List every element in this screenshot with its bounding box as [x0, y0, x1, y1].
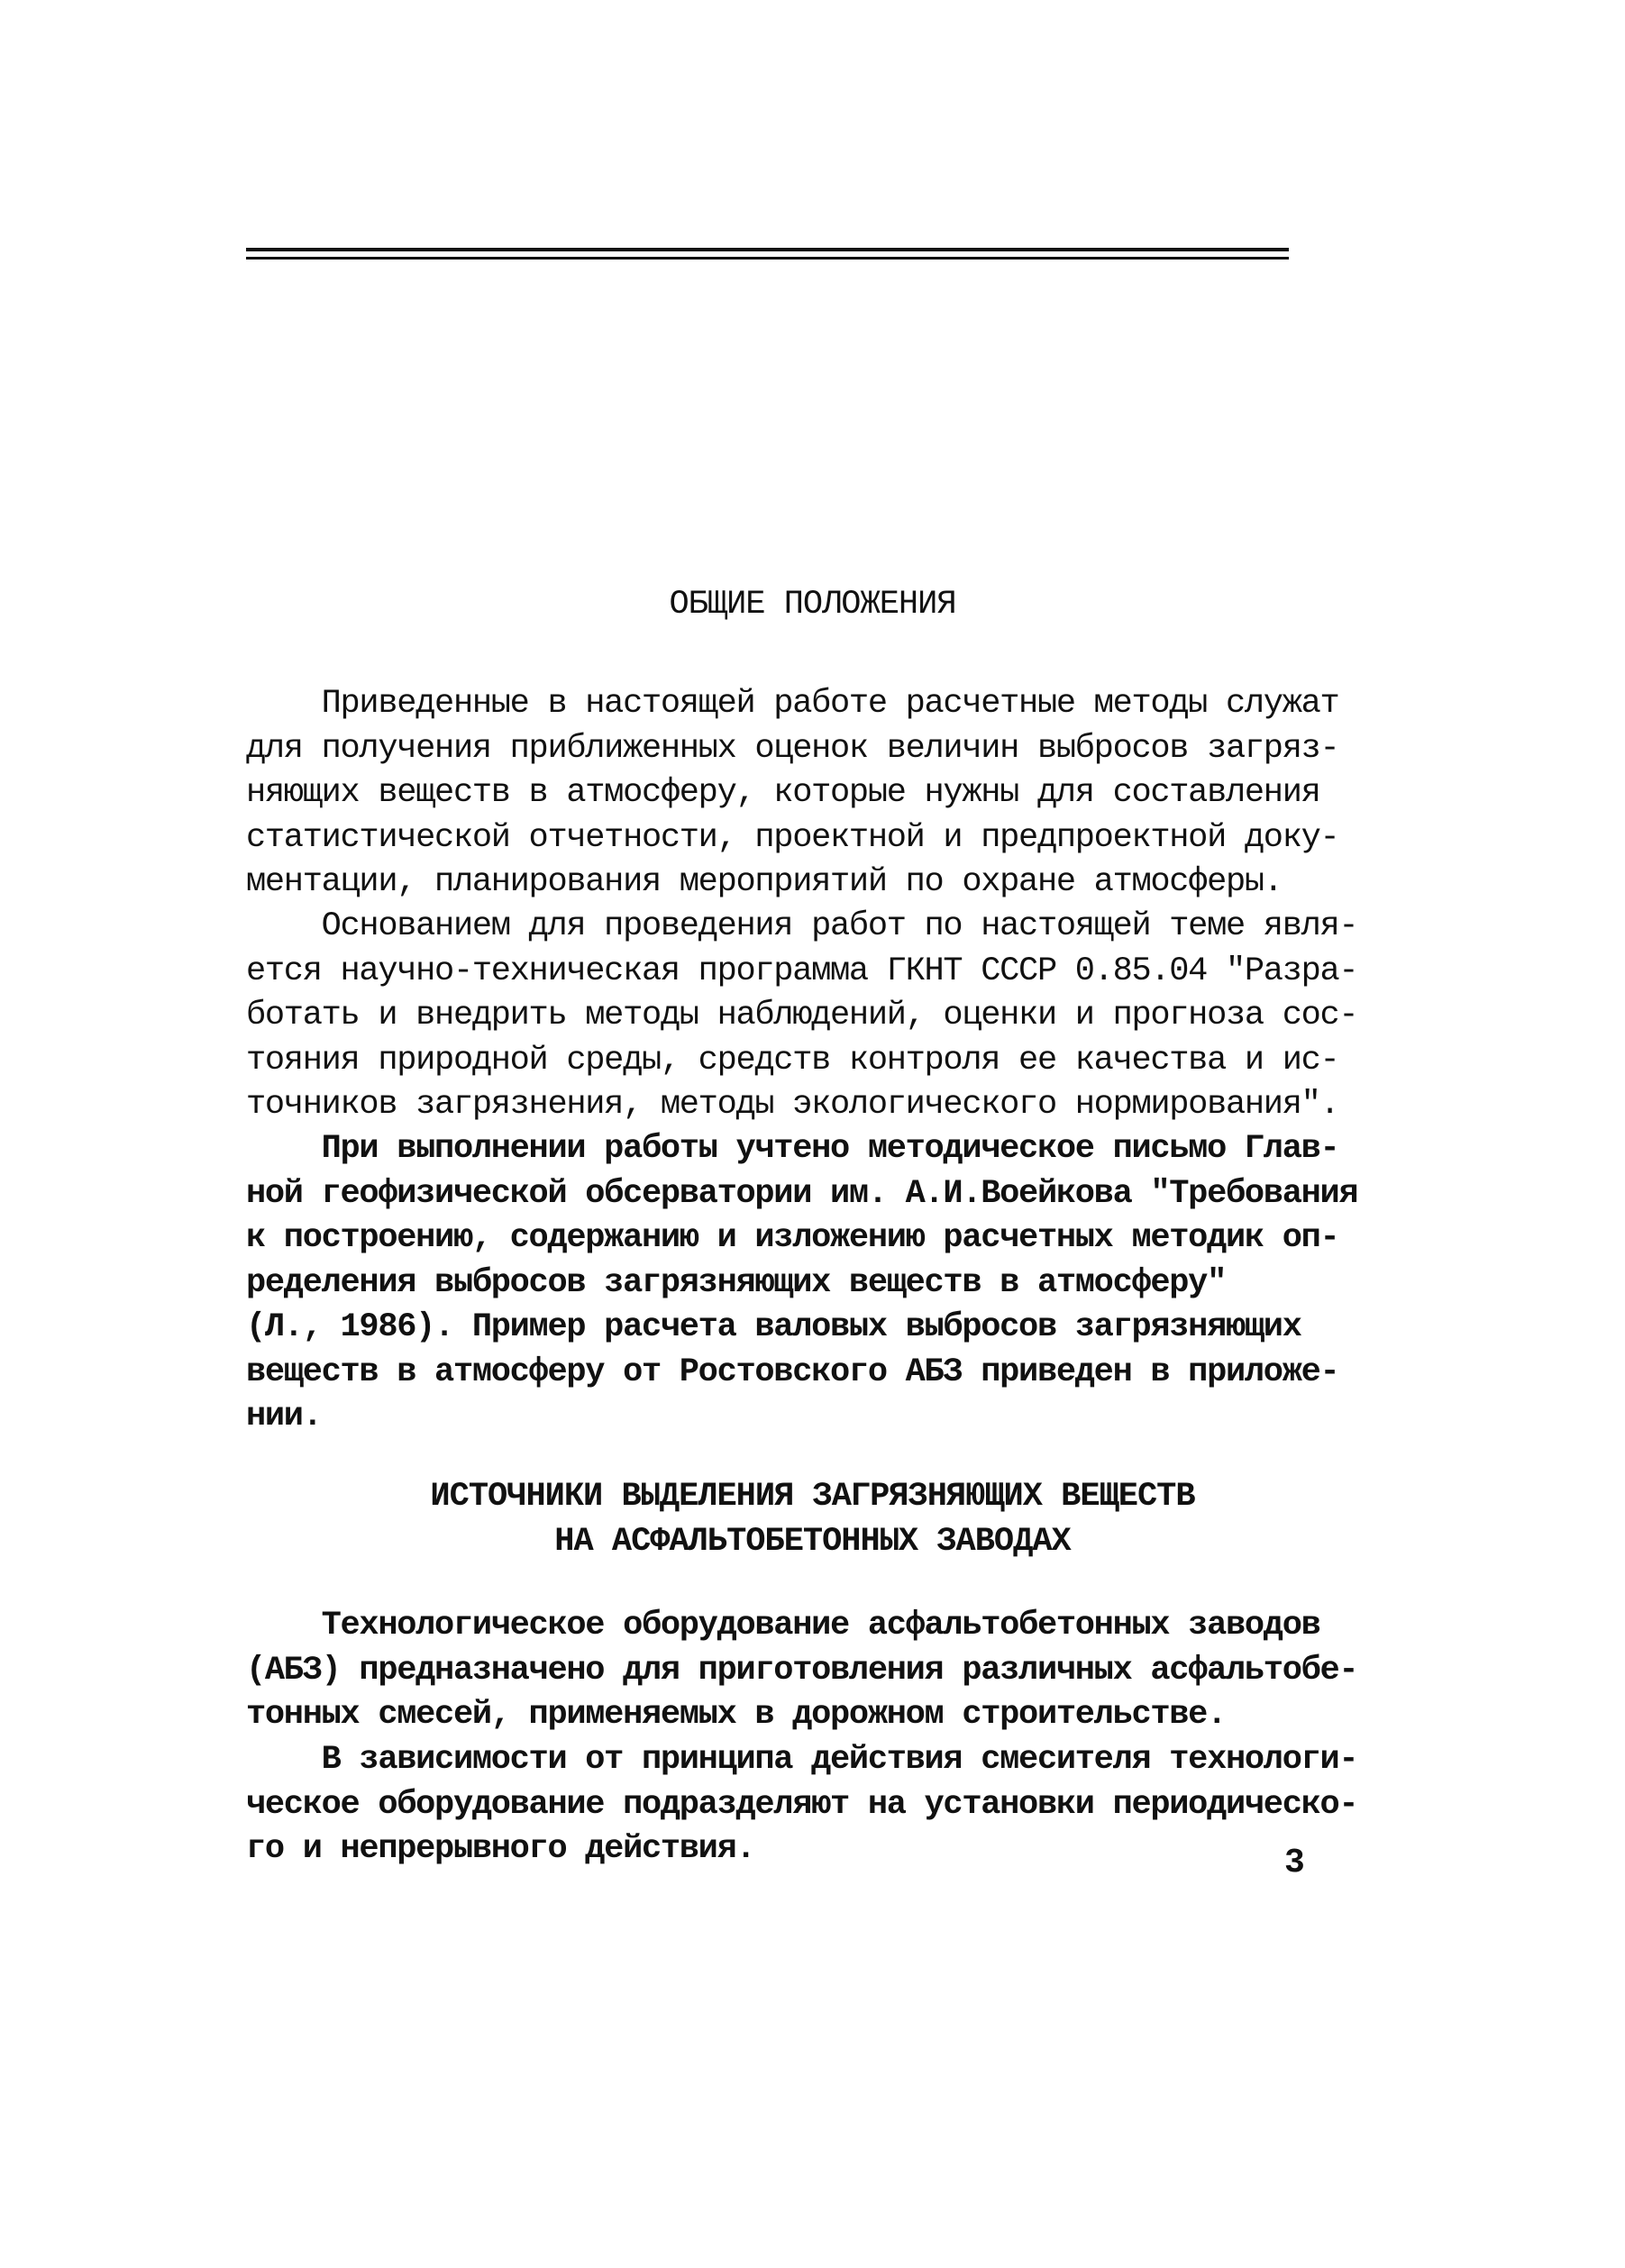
text-line: тояния природной среды, средств контроля ее качества и ис-: [246, 1041, 1339, 1079]
text-line: ментации, планирования мероприятий по охране атмосферы.: [246, 863, 1283, 901]
text-line: (АБЗ) предназначено для приготовления различных асфальтобе-: [246, 1651, 1358, 1690]
text-line: ботать и внедрить методы наблюдений, оценки и прогноза сос-: [246, 997, 1358, 1034]
section-title-emission-sources: ИСТОЧНИКИ ВЫДЕЛЕНИЯ ЗАГРЯЗНЯЮЩИХ ВЕЩЕСТВ: [430, 1478, 1195, 1516]
paragraph-methodology: [246, 1127, 1358, 1440]
text-line: нии.: [246, 1398, 322, 1435]
text-line: няющих веществ в атмосферу, которые нужны для составления: [246, 774, 1320, 812]
text-line: для получения приближенных оценок величин выбросов загряз-: [246, 729, 1339, 768]
page-number: 3: [1284, 1844, 1305, 1882]
text-line: тонных смесей, применяемых в дорожном строительстве.: [246, 1696, 1226, 1734]
section-title-general-provisions: ОБЩИЕ ПОЛОЖЕНИЯ: [669, 586, 956, 624]
text-line: го и непрерывного действия.: [246, 1830, 755, 1868]
text-line: к построению, содержанию и изложению расчетных методик оп-: [246, 1219, 1339, 1257]
rule-line: [246, 257, 1289, 260]
text-line: Основанием для проведения работ по настоящей теме явля-: [246, 907, 1358, 945]
text-line: ется научно-техническая программа ГКНТ СССР 0.85.04 "Разра-: [246, 952, 1358, 990]
text-line: точников загрязнения, методы экологического нормирования".: [246, 1086, 1339, 1124]
rule-line: [246, 248, 1289, 251]
paragraph-purpose: [246, 682, 1339, 906]
text-line: ческое оборудование подразделяют на установки периодическо-: [246, 1785, 1358, 1824]
text-line: Приведенные в настоящей работе расчетные методы служат: [246, 685, 1339, 723]
text-line: (Л., 1986). Пример расчета валовых выбросов загрязняющих: [246, 1308, 1301, 1346]
text-line: При выполнении работы учтено методическое письмо Глав-: [246, 1130, 1339, 1168]
text-line: веществ в атмосферу от Ростовского АБЗ приведен в приложе-: [246, 1353, 1339, 1391]
text-line: В зависимости от принципа действия смесителя технологи-: [246, 1741, 1358, 1779]
text-line: статистической отчетности, проектной и предпроектной доку-: [246, 818, 1339, 857]
paragraph-basis: [246, 905, 1358, 1128]
paragraph-equipment-types: [246, 1738, 1358, 1872]
text-line: ной геофизической обсерватории им. А.И.Воейкова "Требования: [246, 1174, 1358, 1213]
paragraph-equipment-purpose: [246, 1604, 1358, 1738]
text-line: ределения выбросов загрязняющих веществ в атмосферу": [246, 1263, 1226, 1302]
text-line: Технологическое оборудование асфальтобетонных заводов: [246, 1607, 1320, 1644]
header-double-rule: [246, 248, 1289, 265]
section-title-emission-sources-line2: НА АСФАЛЬТОБЕТОННЫХ ЗАВОДАХ: [554, 1523, 1071, 1561]
